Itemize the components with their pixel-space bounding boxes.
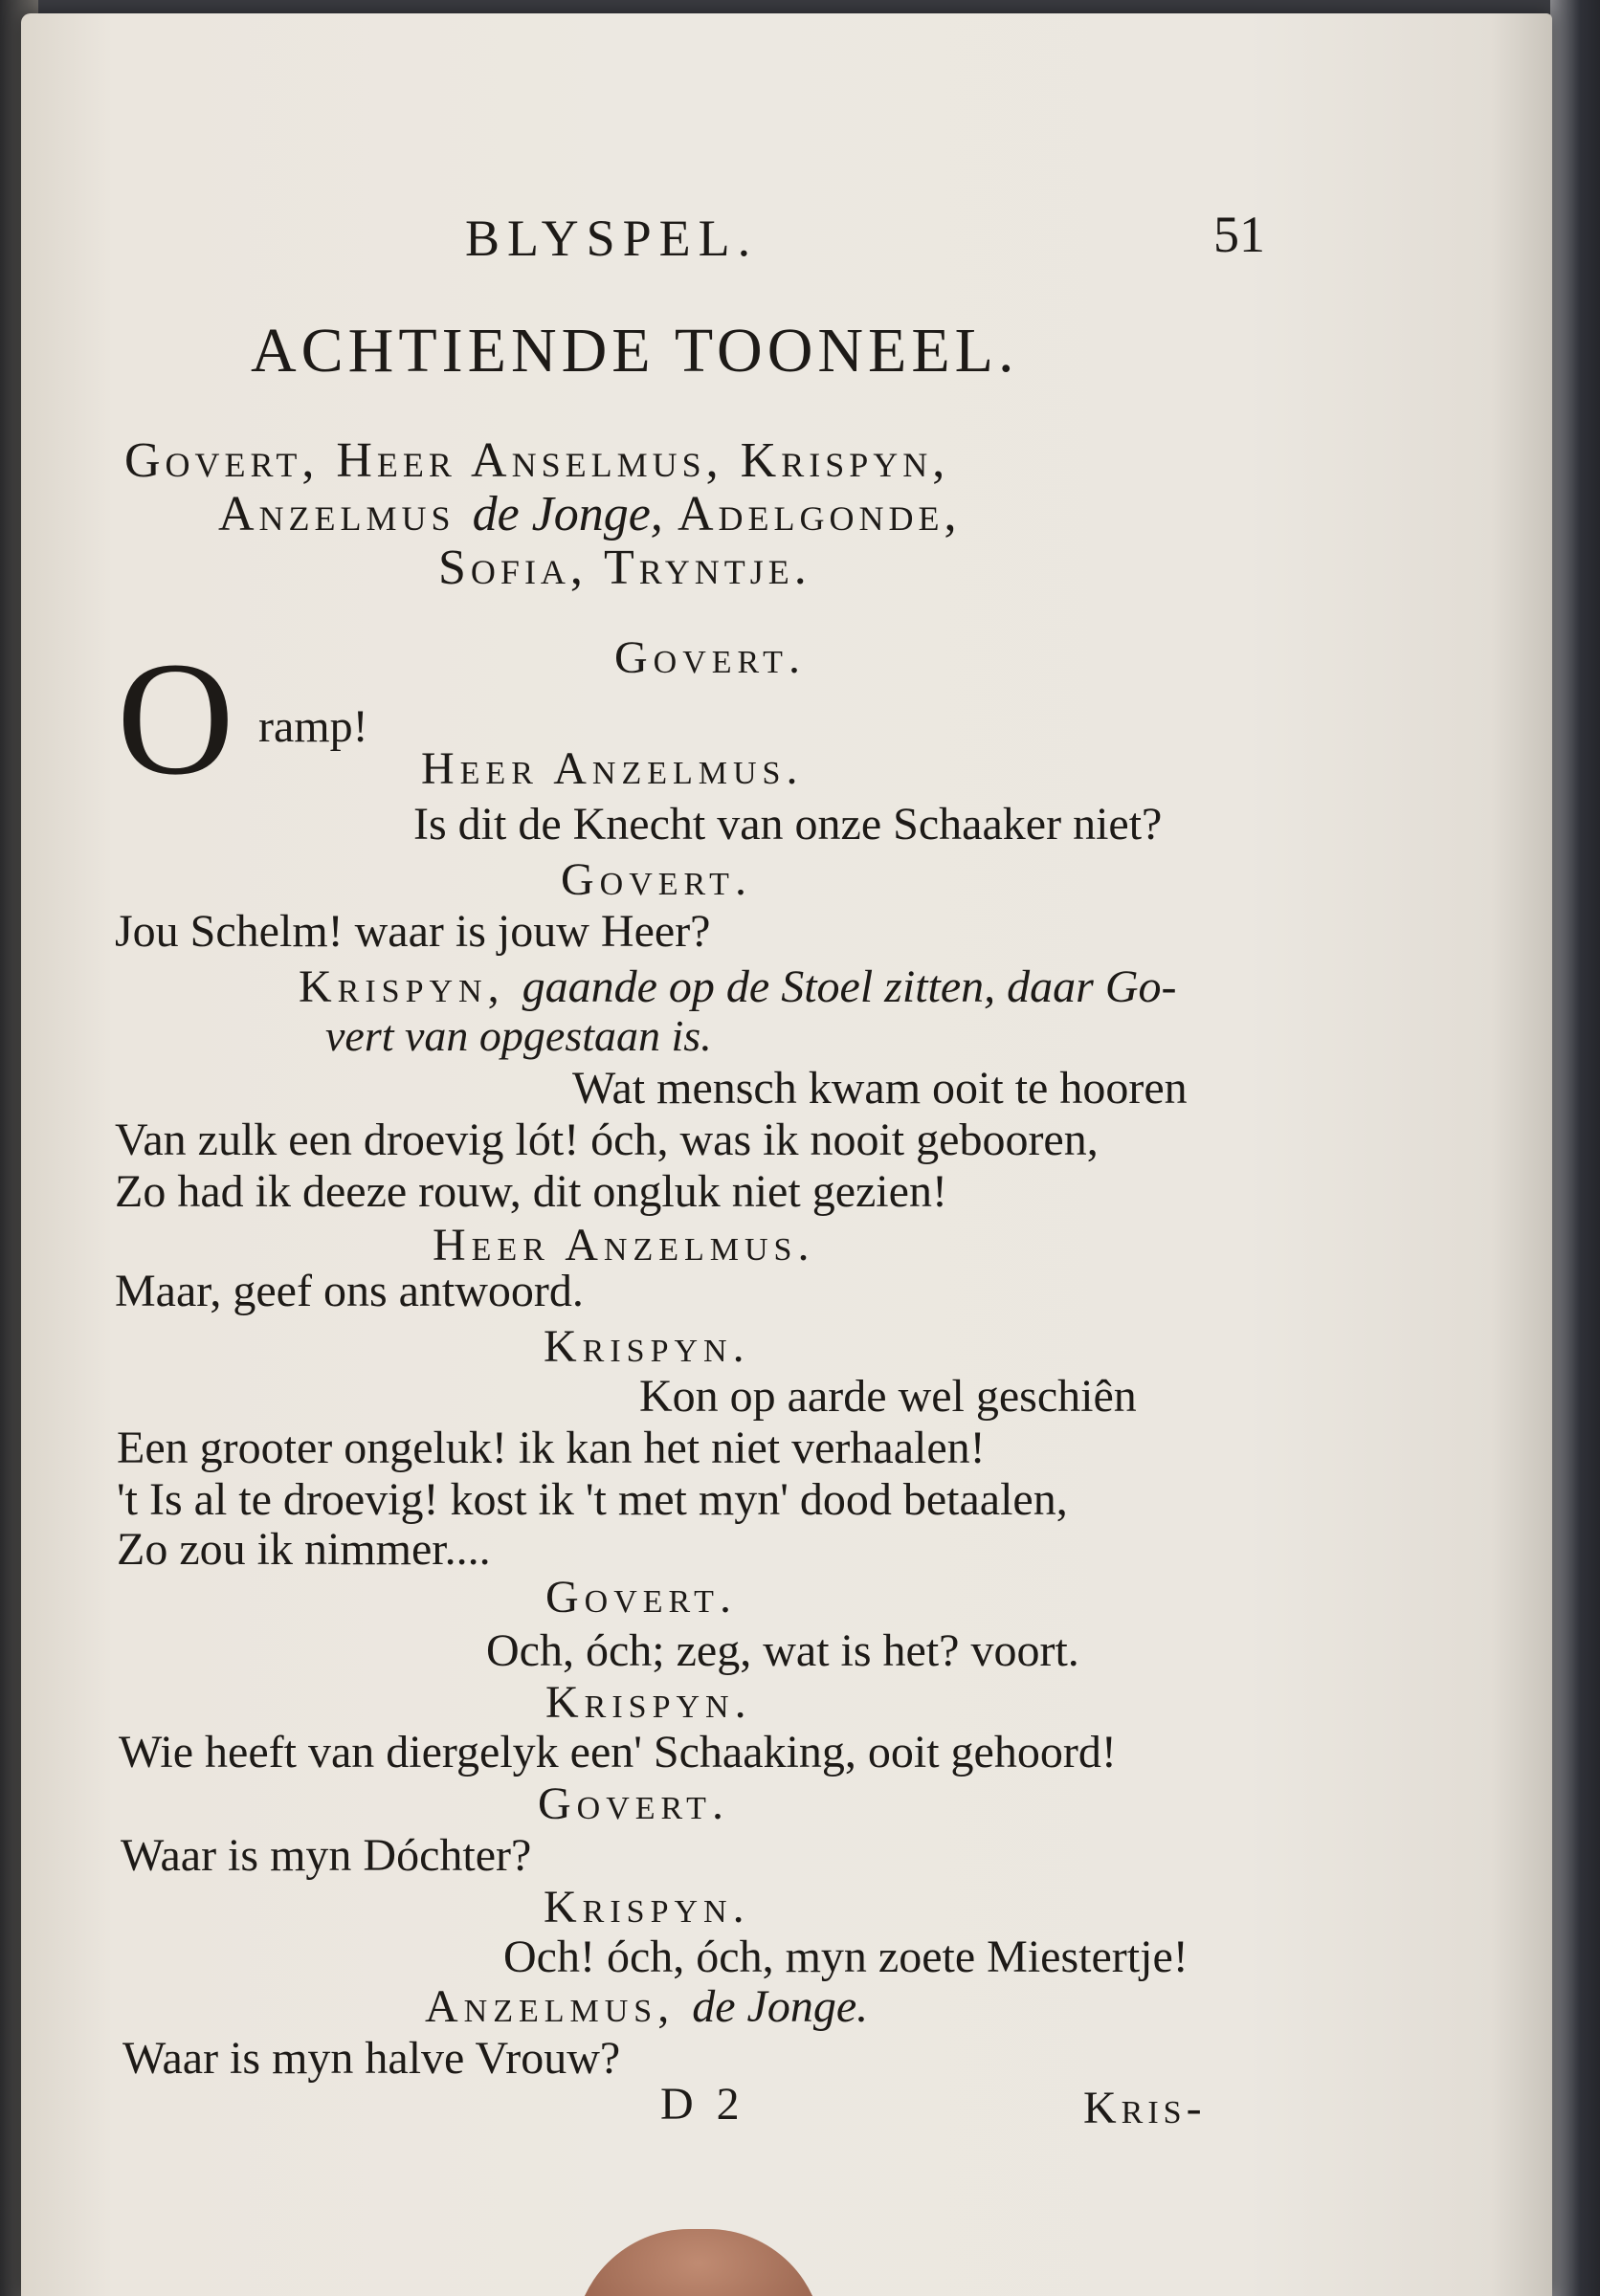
running-head: BLYSPEL. bbox=[465, 210, 759, 267]
speaker-krispyn-3: Krispyn. bbox=[545, 1677, 752, 1728]
cast-anzelmus: Anzelmus bbox=[218, 487, 456, 541]
catchword: Kris- bbox=[1083, 2083, 1207, 2133]
cast-de-jonge: de Jonge, bbox=[472, 487, 663, 541]
speaker-anzelmus-name: Anzelmus, bbox=[425, 1981, 676, 2032]
line-een-grooter: Een grooter ongeluk! ik kan het niet verhaalen! bbox=[117, 1423, 986, 1473]
line-och-myn-zoete: Och! óch, óch, myn zoete Miestertje! bbox=[503, 1932, 1189, 1982]
speaker-govert-2: Govert. bbox=[561, 854, 752, 905]
line-zo-had-ik: Zo had ik deeze rouw, dit ongluk niet gezien! bbox=[115, 1166, 947, 1217]
cast-line-3: Sofia, Tryntje. bbox=[438, 541, 811, 595]
line-wie-heeft: Wie heeft van diergelyk een' Schaaking, ooit gehoord! bbox=[119, 1727, 1117, 1777]
cast-line-1: Govert, Heer Anselmus, Krispyn, bbox=[124, 433, 950, 488]
stage-direction-1a: gaande op de Stoel zitten, daar Go- bbox=[522, 961, 1177, 1012]
cast-adelgonde: Adelgonde, bbox=[677, 487, 962, 541]
speaker-heer-anzelmus-2: Heer Anzelmus. bbox=[433, 1220, 815, 1270]
line-o-ramp: ramp! bbox=[258, 701, 368, 752]
speaker-govert-4: Govert. bbox=[538, 1778, 729, 1829]
line-zo-zou-ik: Zo zou ik nimmer.... bbox=[117, 1524, 491, 1575]
speaker-krispyn-4: Krispyn. bbox=[544, 1882, 750, 1932]
line-van-zulk-een: Van zulk een droevig lót! óch, was ik nooit gebooren, bbox=[115, 1115, 1099, 1165]
line-t-is-al: 't Is al te droevig! kost ik 't met myn' dood betaalen, bbox=[117, 1474, 1068, 1525]
speaker-govert-3: Govert. bbox=[545, 1572, 737, 1623]
speaker-krispyn-1: Krispyn, bbox=[299, 961, 505, 1012]
signature-mark: D 2 bbox=[660, 2079, 745, 2130]
speaker-govert-1: Govert. bbox=[614, 632, 806, 683]
page-number: 51 bbox=[1213, 206, 1265, 263]
speaker-heer-anzelmus-1: Heer Anzelmus. bbox=[421, 743, 804, 794]
line-waar-is-myn-dochter: Waar is myn Dóchter? bbox=[121, 1830, 532, 1881]
cast-line-2 bbox=[218, 487, 962, 541]
line-maar-geef: Maar, geef ons antwoord. bbox=[115, 1266, 584, 1316]
speaker-krispyn-stage bbox=[299, 961, 1177, 1012]
drop-cap: O bbox=[117, 629, 234, 808]
stage-direction-1b: vert van opgestaan is. bbox=[325, 1011, 712, 1060]
scene-title: ACHTIENDE TOONEEL. bbox=[251, 316, 1019, 386]
stage-de-jonge: de Jonge. bbox=[692, 1981, 869, 2032]
line-och-och-zeg: Och, óch; zeg, wat is het? voort. bbox=[486, 1625, 1079, 1676]
line-jou-schelm: Jou Schelm! waar is jouw Heer? bbox=[115, 906, 711, 957]
line-waar-is-myn-halve: Waar is myn halve Vrouw? bbox=[122, 2033, 621, 2084]
line-kon-op-aarde: Kon op aarde wel geschiên bbox=[639, 1371, 1137, 1422]
line-wat-mensch: Wat mensch kwam ooit te hooren bbox=[572, 1063, 1188, 1114]
speaker-anzelmus-de-jonge bbox=[425, 1981, 869, 2032]
line-is-dit-de-knecht: Is dit de Knecht van onze Schaaker niet? bbox=[413, 799, 1163, 850]
speaker-krispyn-2: Krispyn. bbox=[544, 1321, 750, 1372]
